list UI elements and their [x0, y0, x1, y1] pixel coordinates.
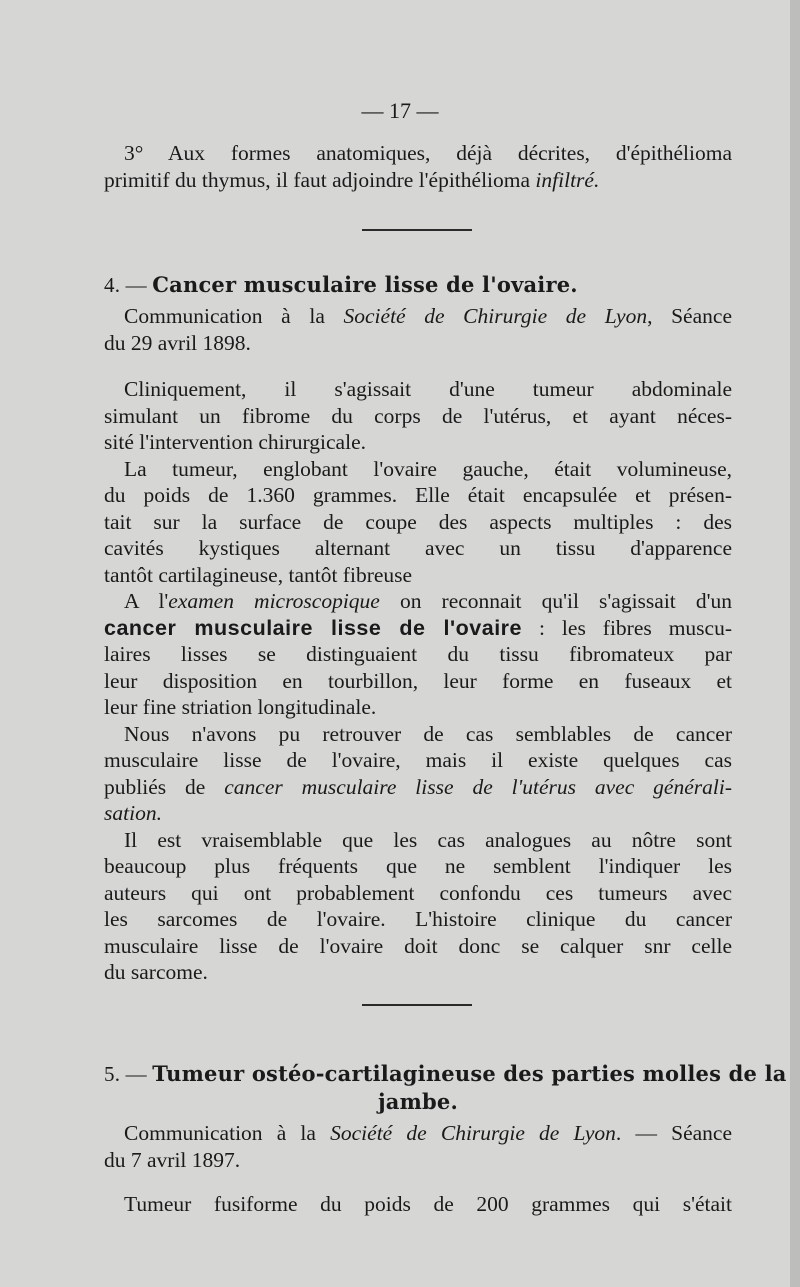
- text-line: du poids de 1.360 grammes. Elle était encapsulée et présen-: [104, 483, 732, 507]
- text-line: laires lisses se distinguaient du tissu fibromateux par: [104, 642, 732, 666]
- text-line: Tumeur fusiforme du poids de 200 grammes qui s'était: [124, 1192, 732, 1216]
- text-line: primitif du thymus, il faut adjoindre l'épithélioma infiltré.: [104, 167, 600, 192]
- section-divider: [362, 1004, 472, 1006]
- communication-line: Communication à la Société de Chirurgie de Lyon, Séance: [124, 304, 732, 328]
- text-line: tantôt cartilagineuse, tantôt fibreuse: [104, 562, 413, 587]
- section-4-heading: 4. — Cancer musculaire lisse de l'ovaire.: [104, 272, 578, 297]
- section-4-body: [104, 303, 732, 986]
- text-line: Cliniquement, il s'agissait d'une tumeur abdominale: [124, 377, 732, 401]
- section-3-paragraph: [104, 140, 732, 193]
- text-line: publiés de cancer musculaire lisse de l'utérus avec générali-: [104, 774, 732, 799]
- text-line: Il est vraisemblable que les cas analogues au nôtre sont: [124, 827, 732, 852]
- text-line: musculaire lisse de l'ovaire doit donc se calquer snr celle: [104, 933, 732, 958]
- text-line: Nous n'avons pu retrouver de cas semblables de cancer: [124, 721, 732, 746]
- text-line: du 29 avril 1898.: [104, 330, 251, 355]
- text-line: leur fine striation longitudinale.: [104, 695, 377, 719]
- communication-line: Communication à la Société de Chirurgie de Lyon. — Séance: [124, 1121, 732, 1145]
- page-number: — 17 —: [361, 98, 439, 123]
- text-line: musculaire lisse de l'ovaire, mais il existe quelques cas: [104, 748, 732, 772]
- emphasis-term: cancer musculaire lisse de l'ovaire: [104, 615, 522, 640]
- text-line: beaucoup plus fréquents que ne semblent l'indiquer les: [104, 854, 732, 878]
- section-5-body: [104, 1120, 732, 1218]
- text-line: La tumeur, englobant l'ovaire gauche, était volumineuse,: [124, 456, 732, 481]
- text-line: A l'examen microscopique on reconnait qu'il s'agissait d'un: [124, 589, 732, 613]
- text-line: 3° Aux formes anatomiques, déjà décrites, d'épithélioma: [124, 141, 732, 165]
- text-line: leur disposition en tourbillon, leur forme en fuseaux et: [104, 668, 732, 693]
- italic-term: infiltré.: [535, 167, 600, 192]
- text-line: du sarcome.: [104, 960, 208, 984]
- text-line: du 7 avril 1897.: [104, 1147, 241, 1172]
- text-line: sation.: [104, 801, 162, 825]
- text-line: auteurs qui ont probablement confondu ces tumeurs avec: [104, 880, 732, 905]
- section-5-heading: 5. — Tumeur ostéo-cartilagineuse des parties molles de la jambe.: [104, 1061, 787, 1114]
- text-line: sité l'intervention chirurgicale.: [104, 430, 366, 454]
- text-line: les sarcomes de l'ovaire. L'histoire clinique du cancer: [104, 907, 732, 931]
- text-line: simulant un fibrome du corps de l'utérus, et ayant néces-: [104, 403, 732, 428]
- section-5-title: Tumeur ostéo-cartilagineuse des parties molles de la: [152, 1061, 787, 1086]
- text-line: cancer musculaire lisse de l'ovaire : les fibres muscu-: [104, 615, 732, 640]
- text-line: cavités kystiques alternant avec un tissu d'apparence: [104, 536, 732, 560]
- text-line: tait sur la surface de coupe des aspects multiples : des: [104, 509, 732, 534]
- section-divider: [362, 229, 472, 231]
- section-4-title: Cancer musculaire lisse de l'ovaire.: [152, 272, 578, 297]
